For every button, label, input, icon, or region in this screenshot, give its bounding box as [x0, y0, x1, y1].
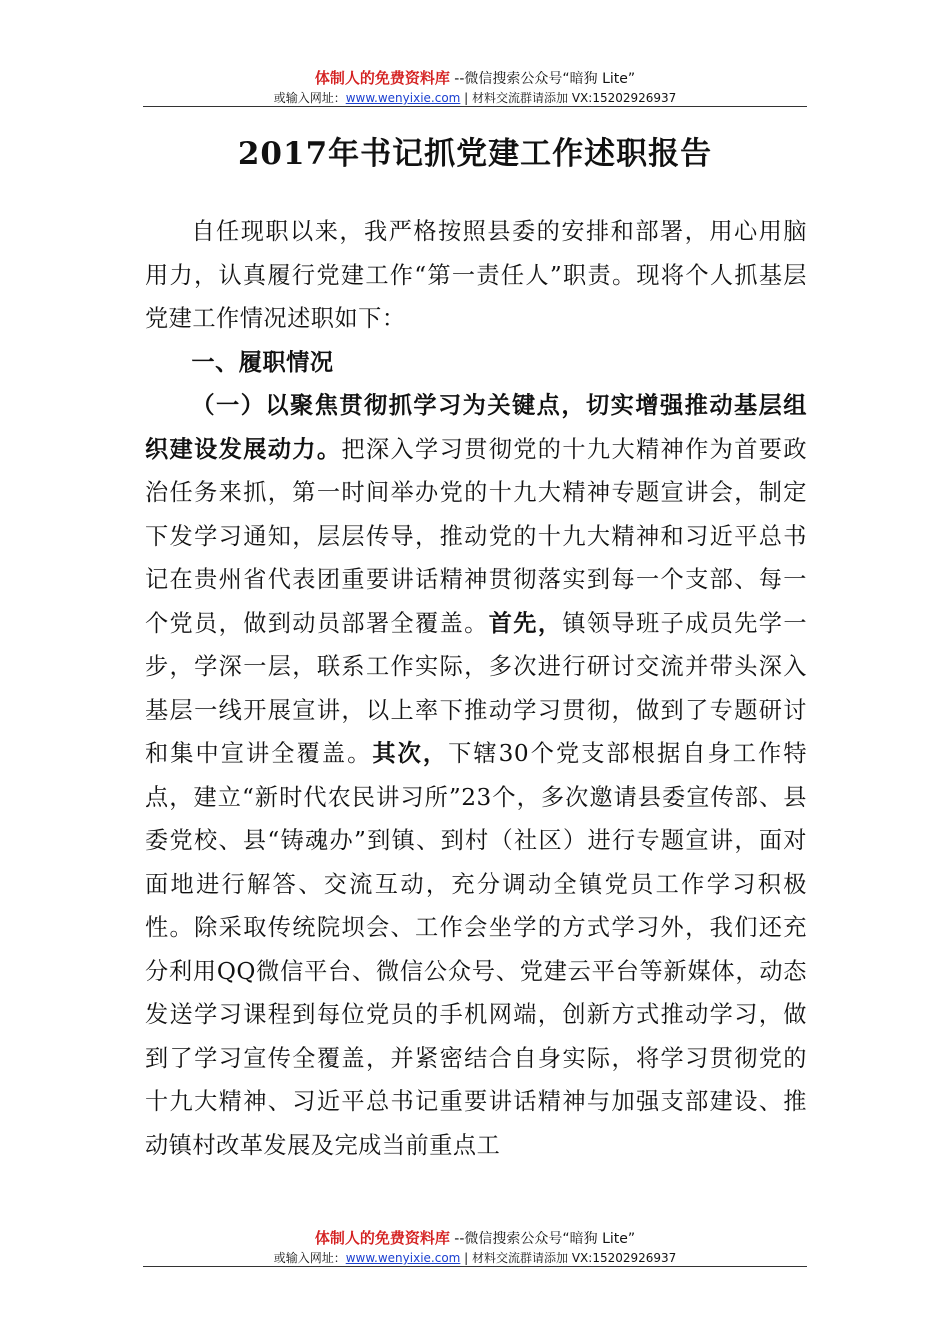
- emphasis-first: 首先，: [488, 609, 563, 637]
- banner-contact: | 材料交流群请添加 VX:15202926937: [460, 1251, 677, 1265]
- banner-brand: 体制人的免费资料库: [314, 1229, 450, 1247]
- footer-banner: [0, 1228, 950, 1267]
- banner-url-link[interactable]: www.wenyixie.com: [345, 1251, 461, 1265]
- header-banner: [0, 68, 950, 107]
- banner-line-2: [0, 1249, 950, 1267]
- banner-line-1: [0, 68, 950, 89]
- paragraph-text: 把深入学习贯彻党的十九大精神作为首要政治任务来抓，第一时间举办党的十九大精神专题宣讲会，制定下发学习通知，层层传导，推动党的十九大精神和习近平总书记在贵州省代表团重要讲话精神贯彻落实到每一个支部、每一个党员，做到动员部署全覆盖。: [145, 435, 808, 637]
- header-divider: [143, 106, 807, 107]
- section-heading: 一、履职情况: [191, 348, 334, 376]
- footer-divider: [143, 1266, 807, 1267]
- document-title: 2017年书记抓党建工作述职报告: [237, 136, 713, 172]
- banner-wechat-note: --微信搜索公众号“暗狗 Lite”: [449, 1231, 636, 1247]
- banner-url-link[interactable]: www.wenyixie.com: [345, 91, 461, 105]
- banner-url-prefix: 或输入网址：: [273, 1251, 346, 1265]
- banner-url-prefix: 或输入网址：: [273, 91, 346, 105]
- paragraph-lead-heading: （一）以聚焦贯彻抓学习为关键点，切实增强推动基层组织建设发展动力。: [145, 392, 807, 463]
- banner-wechat-note: --微信搜索公众号“暗狗 Lite”: [449, 71, 636, 87]
- banner-contact: | 材料交流群请添加 VX:15202926937: [460, 91, 677, 105]
- banner-line-2: [0, 89, 950, 107]
- paragraph-text: 镇领导班子成员先学一步，学深一层，联系工作实际，多次进行研讨交流并带头深入基层一线开展宣讲，以上率下推动学习贯彻，做到了专题研讨和集中宣讲全覆盖。: [145, 609, 808, 767]
- body-paragraph: [145, 384, 807, 1167]
- banner-line-1: [0, 1228, 950, 1249]
- intro-paragraph: 自任现职以来，我严格按照县委的安排和部署，用心用脑用力，认真履行党建工作“第一责任人”职责。现将个人抓基层党建工作情况述职如下：: [145, 218, 807, 332]
- banner-brand: 体制人的免费资料库: [314, 69, 450, 87]
- paragraph-text: 下辖30个党支部根据自身工作特点，建立“新时代农民讲习所”23个，多次邀请县委宣传部、县委党校、县“铸魂办”到镇、到村（社区）进行专题宣讲，面对面地进行解答、交流互动，充分调动全镇党员工作学习积极性。除采取传统院坝会、工作会坐学的方式学习外，我们还充分利用QQ微信平台、微信公众号、党建云平台等新媒体，动态发送学习课程到每位党员的手机网端，创新方式推动学习，做到了学习宣传全覆盖，并紧密结合自身实际，将学习贯彻党的十九大精神、习近平总书记重要讲话精神与加强支部建设、推动镇村改革发展及完成当前重点工: [145, 740, 808, 1159]
- document-body: [145, 210, 807, 1167]
- emphasis-second: 其次，: [372, 740, 449, 767]
